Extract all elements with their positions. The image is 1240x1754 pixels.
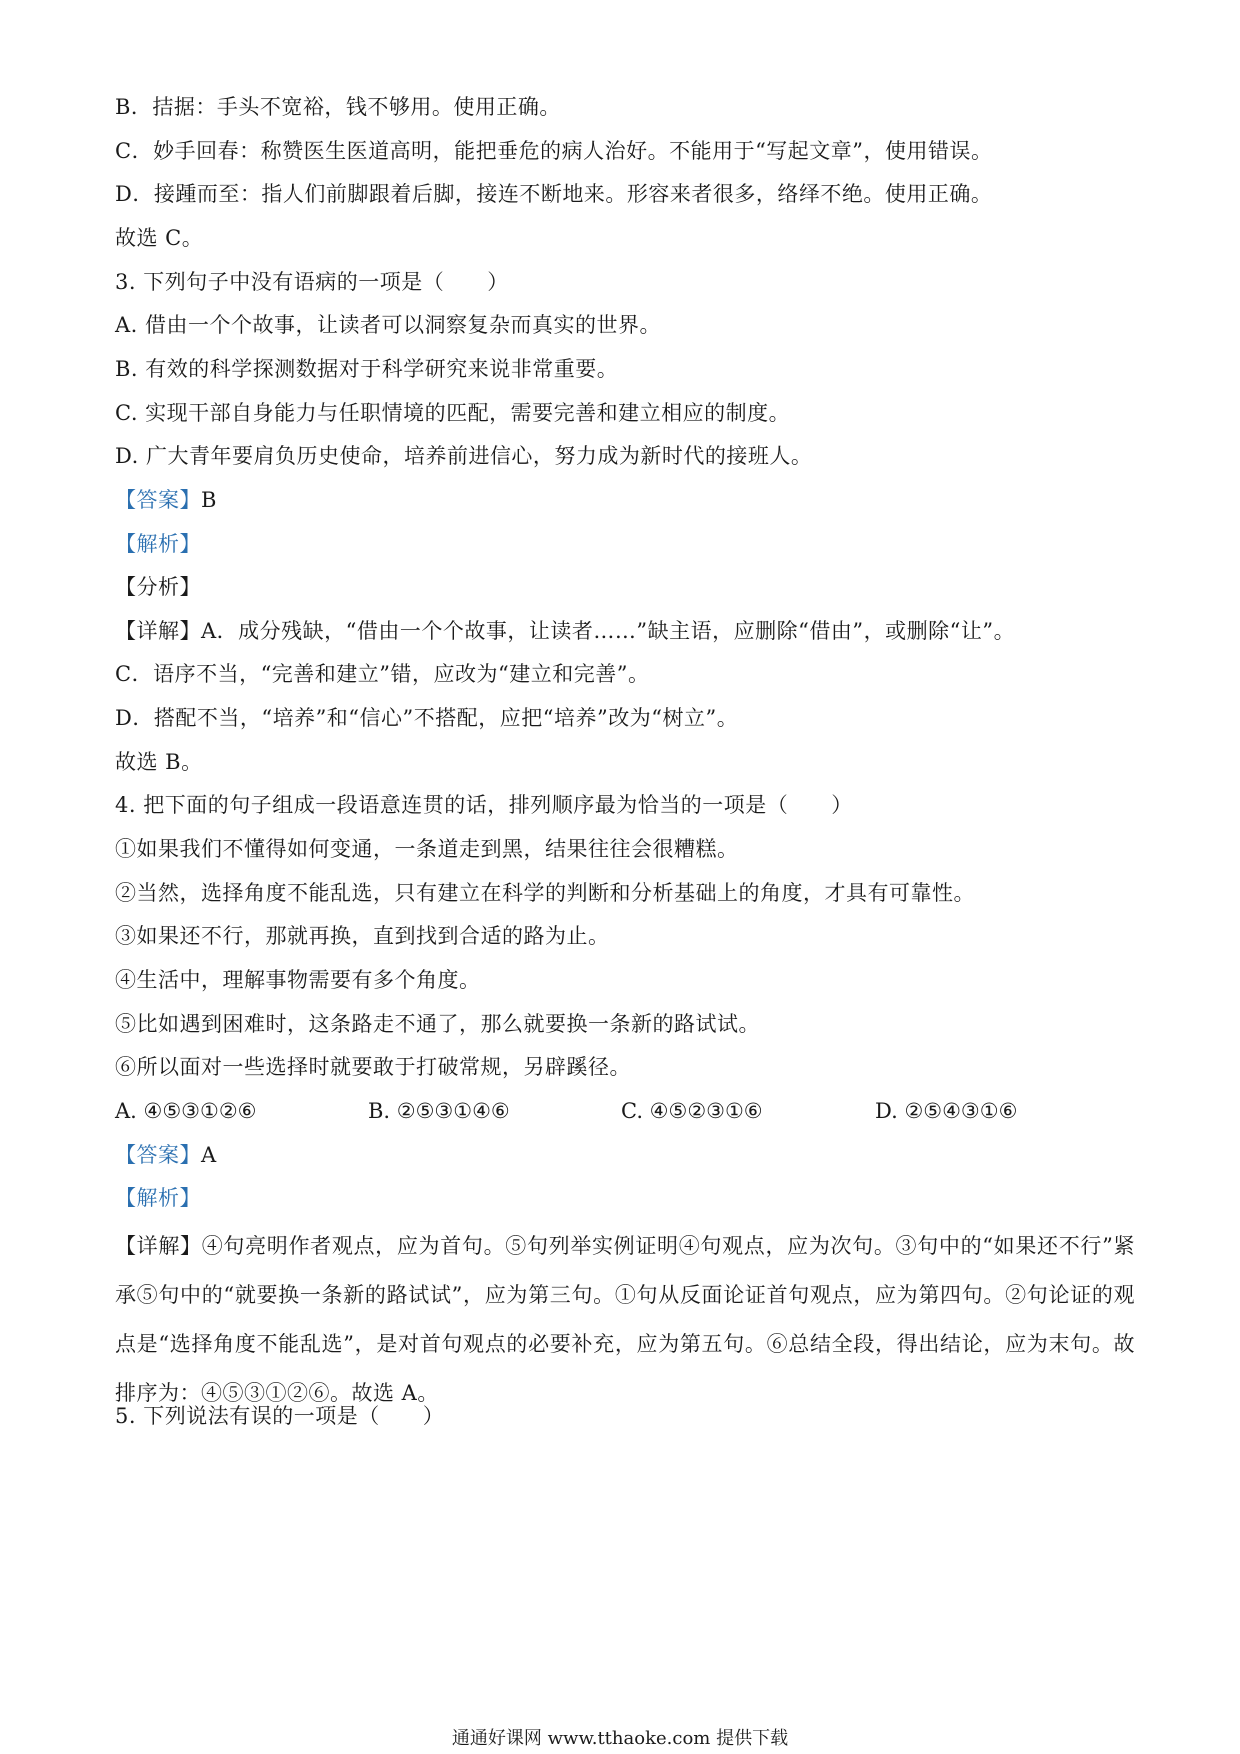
detail-text: A．成分残缺，“借由一个个故事，让读者……”缺主语，应删除“借由”，或删除“让”。 bbox=[201, 619, 1016, 643]
question-3-analysis-tag: 【解析】 bbox=[115, 532, 201, 556]
question-4-sentence-4: ④生活中，理解事物需要有多个角度。 bbox=[115, 968, 481, 992]
question-4-choice-b: B. ②⑤③①④⑥ bbox=[368, 1099, 510, 1123]
question-4-choice-c: C. ④⑤②③①⑥ bbox=[621, 1099, 763, 1123]
detail-tag: 【详解】 bbox=[115, 1234, 202, 1258]
question-3-choice: 故选 B。 bbox=[115, 750, 203, 774]
question-3-detail-a bbox=[115, 616, 1015, 646]
detail-text: ④句亮明作者观点，应为首句。⑤句列举实例证明④句观点，应为次句。③句中的“如果还不行”紧承⑤句中的“就要换一条新的路试试”，应为第三句。①句从反面论证首句观点，应为第四句。②句论证的观点是“选择角度不能乱选”，是对首句观点的必要补充，应为第五句。⑥总结全段，得出结论，应为末句。故排序为：④⑤③①②⑥。故选 A。 bbox=[115, 1234, 1136, 1405]
question-4-stem: 4. 把下面的句子组成一段语意连贯的话，排列顺序最为恰当的一项是（ ） bbox=[115, 793, 853, 817]
option-d-explanation: D．接踵而至：指人们前脚跟着后脚，接连不断地来。形容来者很多，络绎不绝。使用正确。 bbox=[115, 182, 993, 206]
question-3-detail-c: C．语序不当，“完善和建立”错，应改为“建立和完善”。 bbox=[115, 662, 650, 686]
detail-tag: 【详解】 bbox=[115, 619, 201, 643]
choice-statement: 故选 C。 bbox=[115, 226, 204, 250]
question-3-option-c: C. 实现干部自身能力与任职情境的匹配，需要完善和建立相应的制度。 bbox=[115, 401, 791, 425]
question-4-sentence-2: ②当然，选择角度不能乱选，只有建立在科学的判断和分析基础上的角度，才具有可靠性。 bbox=[115, 881, 975, 905]
answer-value: B bbox=[201, 488, 217, 512]
question-4-choice-a: A. ④⑤③①②⑥ bbox=[115, 1099, 257, 1123]
option-b-explanation: B．拮据：手头不宽裕，钱不够用。使用正确。 bbox=[115, 95, 561, 119]
question-4-detail bbox=[115, 1222, 1135, 1418]
question-3-fenxi-tag: 【分析】 bbox=[115, 575, 201, 599]
question-4-sentence-3: ③如果还不行，那就再换，直到找到合适的路为止。 bbox=[115, 924, 610, 948]
question-4-choice-d: D. ②⑤④③①⑥ bbox=[875, 1099, 1018, 1123]
question-3-option-d: D. 广大青年要肩负历史使命，培养前进信心，努力成为新时代的接班人。 bbox=[115, 444, 813, 468]
question-4-sentence-6: ⑥所以面对一些选择时就要敢于打破常规，另辟蹊径。 bbox=[115, 1055, 631, 1079]
question-4-analysis-tag: 【解析】 bbox=[115, 1186, 201, 1210]
question-3-option-b: B. 有效的科学探测数据对于科学研究来说非常重要。 bbox=[115, 357, 619, 381]
option-c-explanation: C．妙手回春：称赞医生医道高明，能把垂危的病人治好。不能用于“写起文章”，使用错误。 bbox=[115, 139, 993, 163]
question-4-sentence-1: ①如果我们不懂得如何变通，一条道走到黑，结果往往会很糟糕。 bbox=[115, 837, 739, 861]
question-3-stem: 3. 下列句子中没有语病的一项是（ ） bbox=[115, 270, 509, 294]
question-3-answer bbox=[115, 485, 217, 515]
page-footer: 通通好课网 www.tthaoke.com 提供下载 bbox=[451, 1728, 789, 1749]
question-3-detail-d: D．搭配不当，“培养”和“信心”不搭配，应把“培养”改为“树立”。 bbox=[115, 706, 739, 730]
question-5-stem: 5. 下列说法有误的一项是（ ） bbox=[115, 1404, 445, 1428]
answer-tag: 【答案】 bbox=[115, 1143, 201, 1167]
question-3-option-a: A. 借由一个个故事，让读者可以洞察复杂而真实的世界。 bbox=[115, 313, 662, 337]
question-4-sentence-5: ⑤比如遇到困难时，这条路走不通了，那么就要换一条新的路试试。 bbox=[115, 1012, 760, 1036]
answer-value: A bbox=[201, 1143, 217, 1167]
question-4-answer bbox=[115, 1140, 217, 1170]
answer-tag: 【答案】 bbox=[115, 488, 201, 512]
